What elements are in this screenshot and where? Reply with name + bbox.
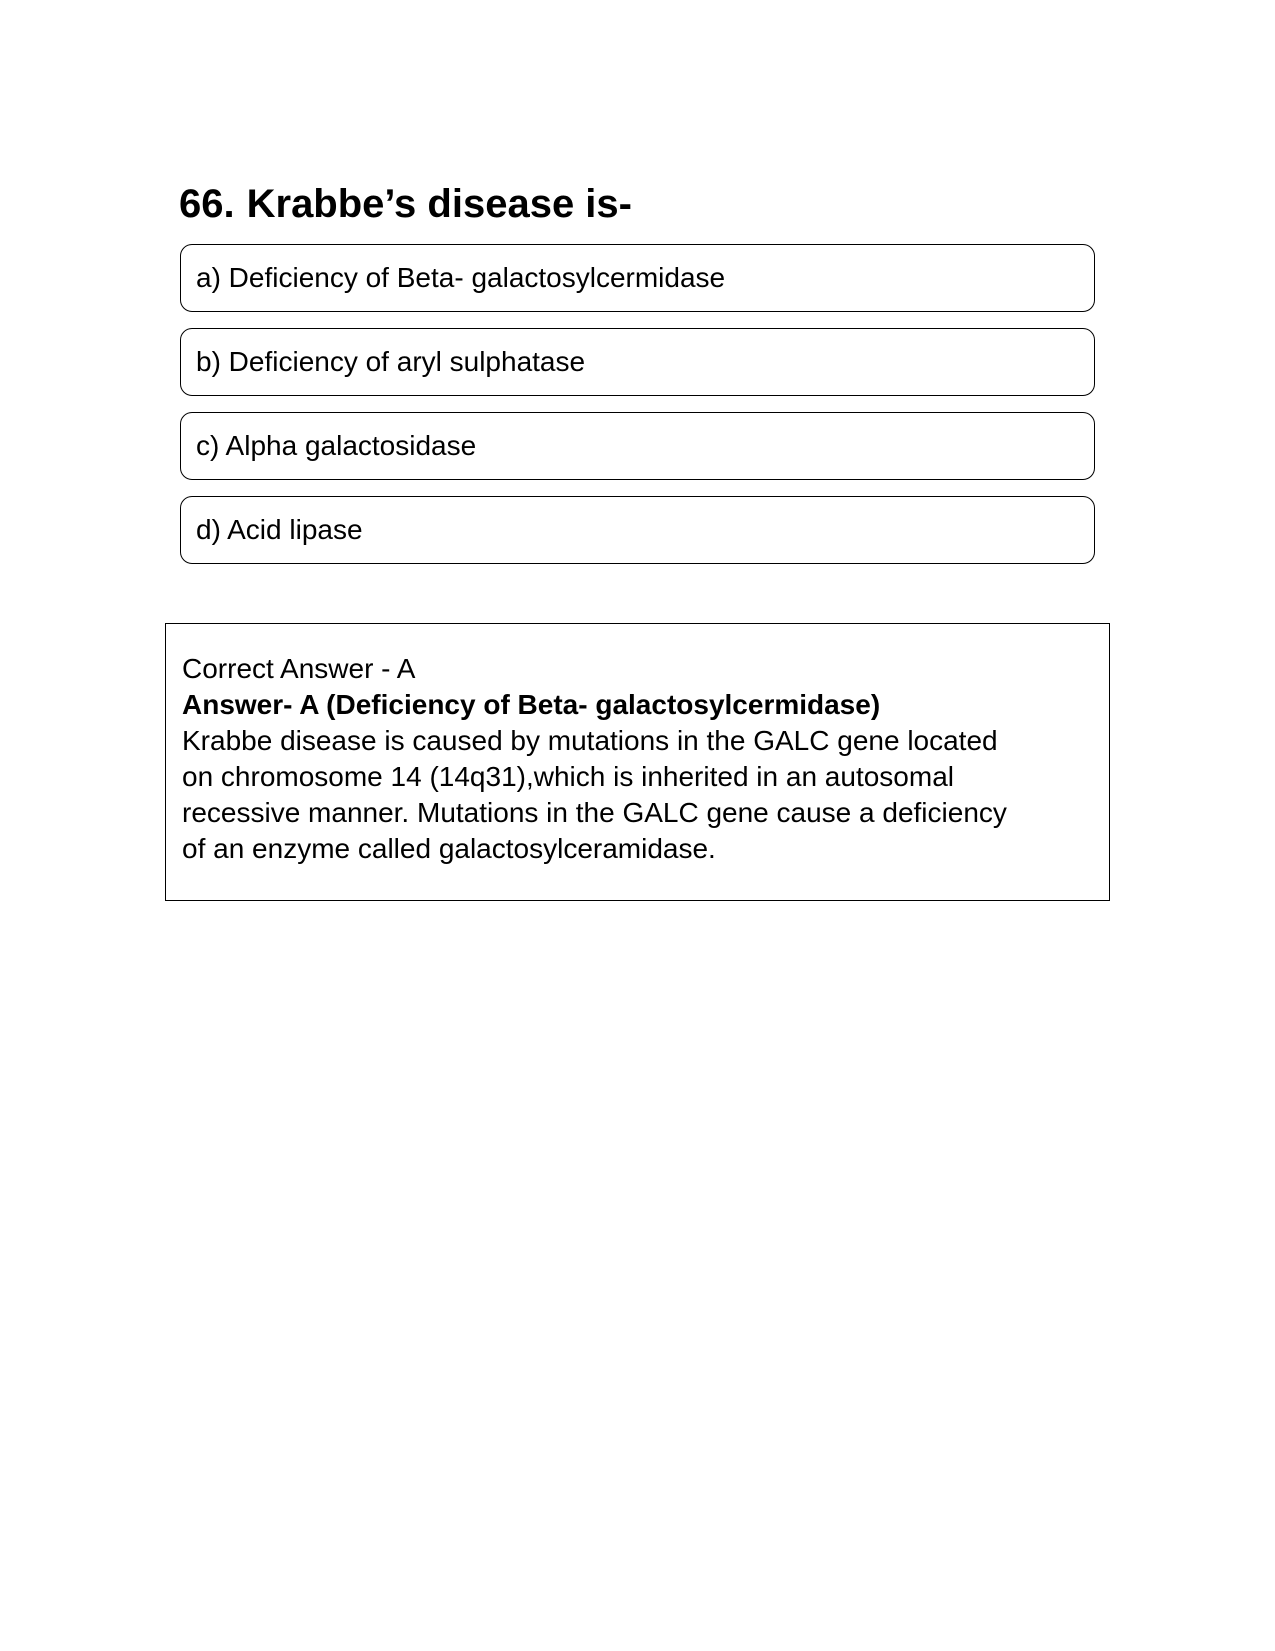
option-d[interactable]: d) Acid lipase [180,496,1095,564]
options-list [180,244,1095,580]
option-c[interactable]: c) Alpha galactosidase [180,412,1095,480]
answer-heading: Answer- A (Deficiency of Beta- galactosylcermidase) [182,689,881,720]
explanation-line-4: of an enzyme called galactosylceramidase. [182,833,716,864]
question-number: 66. [179,182,235,226]
explanation-line-1: Krabbe disease is caused by mutations in the GALC gene located [182,725,998,756]
question-title [179,178,632,230]
option-b[interactable]: b) Deficiency of aryl sulphatase [180,328,1095,396]
answer-box [165,623,1110,901]
correct-answer: Correct Answer - A [182,653,416,684]
question-text: Krabbe’s disease is- [246,182,632,226]
option-a[interactable]: a) Deficiency of Beta- galactosylcermidase [180,244,1095,312]
explanation-line-3: recessive manner. Mutations in the GALC gene cause a deficiency [182,797,1007,828]
explanation-line-2: on chromosome 14 (14q31),which is inherited in an autosomal [182,761,954,792]
